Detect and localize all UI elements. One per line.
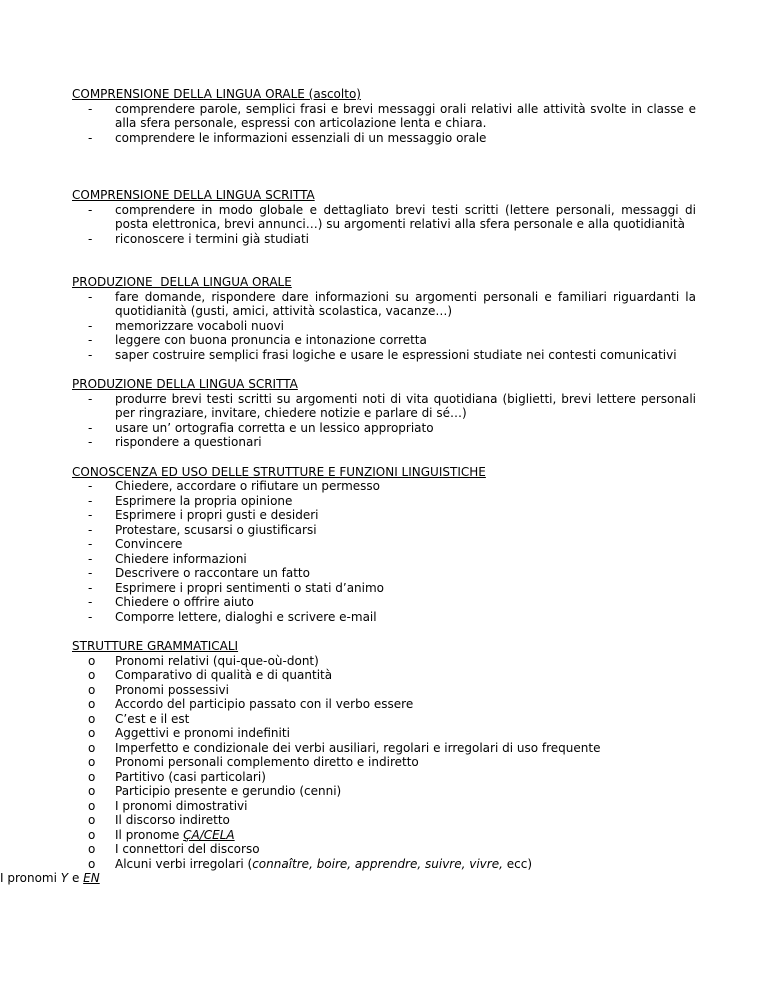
list-item: - Chiedere o offrire aiuto (72, 595, 696, 610)
document-page (0, 87, 696, 886)
verbi-suffix: ecc) (502, 856, 532, 871)
section-oral-production (72, 275, 696, 362)
list-item: - Comporre lettere, dialoghi e scrivere e-mail (72, 610, 696, 625)
list-item: - comprendere le informazioni essenziali di un messaggio orale (72, 131, 696, 146)
section-written-comprehension (72, 188, 696, 246)
last-y: Y (60, 871, 69, 885)
list-item-verbi (72, 857, 696, 872)
list-item: o I pronomi dimostrativi (72, 799, 696, 814)
section-heading: COMPRENSIONE DELLA LINGUA ORALE (ascolto) (72, 87, 361, 101)
list-item: o C’est e il est (72, 712, 696, 727)
list-item: - produrre brevi testi scritti su argomenti noti di vita quotidiana (biglietti, brevi lettere personali per ringraziare, invitare, chiedere notizie e parlare di sé…) (72, 392, 696, 421)
list-item: o I connettori del discorso (72, 842, 696, 857)
list-item: - leggere con buona pronuncia e intonazione corretta (72, 333, 696, 348)
list-item: o Aggettivi e pronomi indefiniti (72, 726, 696, 741)
verbi-italic: connaître, boire, apprendre, suivre, vivre, (252, 856, 503, 871)
section-structures-functions (72, 465, 696, 625)
list-item: - Convincere (72, 537, 696, 552)
section-written-production (72, 377, 696, 450)
list-item: - Descrivere o raccontare un fatto (72, 566, 696, 581)
list-item: - Esprimere i propri gusti e desideri (72, 508, 696, 523)
list-item: - comprendere parole, semplici frasi e brevi messaggi orali relativi alle attività svolte in classe e alla sfera personale, espressi con articolazione lenta e chiara. (72, 102, 696, 131)
list-item: o Pronomi personali complemento diretto e indiretto (72, 755, 696, 770)
section-heading: STRUTTURE GRAMMATICALI (72, 639, 239, 653)
list-item: o Pronomi relativi (qui-que-où-dont) (72, 654, 696, 669)
section-heading: CONOSCENZA ED USO DELLE STRUTTURE E FUNZIONI LINGUISTICHE (72, 464, 486, 479)
list-item: - saper costruire semplici frasi logiche e usare le espressioni studiate nei contesti comunicativi (72, 348, 696, 363)
final-line (0, 871, 696, 886)
list-item: o Accordo del participio passato con il verbo essere (72, 697, 696, 712)
list-item: - Protestare, scusarsi o giustificarsi (72, 523, 696, 538)
list-item: - memorizzare vocaboli nuovi (72, 319, 696, 334)
verbi-prefix: Alcuni verbi irregolari ( (115, 856, 253, 871)
list-item-pronome (72, 828, 696, 843)
list-item: o Partitivo (casi particolari) (72, 770, 696, 785)
list-item: o Il discorso indiretto (72, 813, 696, 828)
last-and: e (68, 871, 84, 885)
section-oral-comprehension (72, 87, 696, 145)
list-item: o Pronomi possessivi (72, 683, 696, 698)
section-grammar-structures (0, 639, 696, 886)
circle-list (72, 654, 696, 872)
last-prefix: I pronomi (0, 871, 61, 885)
list-item: - Chiedere informazioni (72, 552, 696, 567)
list-item: - rispondere a questionari (72, 435, 696, 450)
bullet-list (72, 203, 696, 247)
list-item: - Esprimere la propria opinione (72, 494, 696, 509)
bullet-list (72, 102, 696, 146)
list-item: o Imperfetto e condizionale dei verbi ausiliari, regolari e irregolari di uso frequente (72, 741, 696, 756)
section-heading: COMPRENSIONE DELLA LINGUA SCRITTA (72, 188, 315, 202)
list-item: - Chiedere, accordare o rifiutare un permesso (72, 479, 696, 494)
list-item: - usare un’ ortografia corretta e un lessico appropriato (72, 421, 696, 436)
section-heading: PRODUZIONE DELLA LINGUA ORALE (72, 275, 292, 289)
section-heading: PRODUZIONE DELLA LINGUA SCRITTA (72, 377, 298, 391)
list-item: - Esprimere i propri sentimenti o stati d’animo (72, 581, 696, 596)
list-item: - riconoscere i termini già studiati (72, 232, 696, 247)
list-item: o Comparativo di qualità e di quantità (72, 668, 696, 683)
pronome-prefix: Il pronome (115, 827, 184, 842)
list-item: - fare domande, rispondere dare informazioni su argomenti personali e familiari riguardanti la quotidianità (gusti, amici, attività scolastica, vacanze…) (72, 290, 696, 319)
bullet-list (72, 290, 696, 363)
pronome-term: ÇA/CELA (183, 827, 235, 842)
last-en: EN (83, 871, 100, 885)
list-item: - comprendere in modo globale e dettagliato brevi testi scritti (lettere personali, messaggi di posta elettronica, brevi annunci…) su argomenti relativi alla sfera personale e alla quotidianità (72, 203, 696, 232)
bullet-list (72, 392, 696, 450)
list-item: o Participio presente e gerundio (cenni) (72, 784, 696, 799)
bullet-list (72, 479, 696, 624)
